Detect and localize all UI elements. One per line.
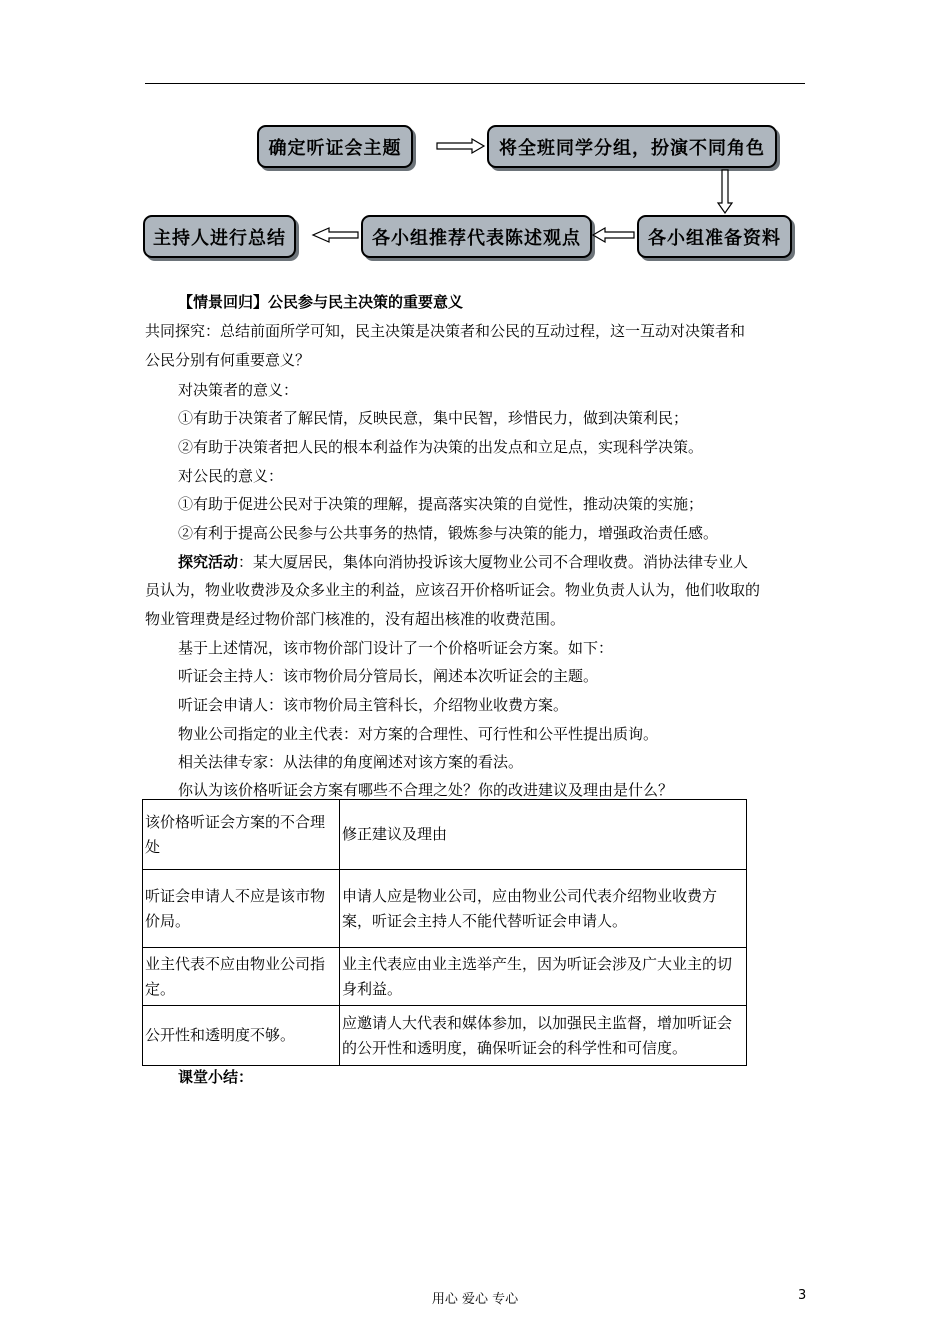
activity-label: 探究活动 [178,553,239,571]
role-host: 听证会主持人：该市物价局分管局长，阐述本次听证会的主题。 [178,667,599,685]
table-cell-fix: 业主代表应由业主选举产生，因为听证会涉及广大业主的切身利益。 [340,948,747,1006]
flow-step-topic: 确定听证会主题 [257,125,413,168]
table-row [143,1006,747,1066]
flow-step-prepare: 各小组准备资料 [637,215,792,258]
decider-point: ②有助于决策者把人民的根本利益作为决策的出发点和立足点，实现科学决策。 [178,438,704,456]
explore-text: 共同探究：总结前面所学可知，民主决策是决策者和公民的互动过程，这一互动对决策者和 [145,322,746,340]
table-cell-problem: 听证会申请人不应是该市物价局。 [143,870,340,948]
table-cell-fix: 应邀请人大代表和媒体参加，以加强民主监督，增加听证会的公开性和透明度，确保听证会的科学性和可信度。 [340,1006,747,1066]
flow-step-summary: 主持人进行总结 [143,215,296,258]
arrow-left [593,228,634,242]
role-expert: 相关法律专家：从法律的角度阐述对该方案的看法。 [178,753,524,771]
table-header-problem: 该价格听证会方案的不合理处 [143,800,340,870]
flow-step-grouping: 将全班同学分组，扮演不同角色 [487,125,777,168]
arrow-down [718,170,732,213]
decider-point: ①有助于决策者了解民情，反映民意，集中民智，珍惜民力，做到决策利民； [178,409,689,427]
activity-text: 物业管理费是经过物价部门核准的，没有超出核准的收费范围。 [145,610,566,628]
citizen-title: 对公民的意义： [178,467,284,485]
table-row [143,870,747,948]
decider-title: 对决策者的意义： [178,381,299,399]
table-cell-problem: 业主代表不应由物业公司指定。 [143,948,340,1006]
table-header-row [143,800,747,870]
flow-arrows [0,0,950,300]
citizen-point: ①有助于促进公民对于决策的理解，提高落实决策的自觉性，推动决策的实施； [178,495,704,513]
explore-text: 公民分别有何重要意义？ [145,351,311,369]
question: 你认为该价格听证会方案有哪些不合理之处？你的改进建议及理由是什么？ [178,781,674,799]
flow-step-present: 各小组推荐代表陈述观点 [361,215,592,258]
plan-intro: 基于上述情况，该市物价部门设计了一个价格听证会方案。如下： [178,639,614,657]
arrow-left [313,228,358,242]
citizen-point: ②有利于提高公民参与公共事务的热情，锻炼参与决策的能力，增强政治责任感。 [178,524,719,542]
table-cell-problem: 公开性和透明度不够。 [143,1006,340,1066]
section-heading: 【情景回归】公民参与民主决策的重要意义 [178,293,464,311]
role-applicant: 听证会申请人：该市物价局主管科长，介绍物业收费方案。 [178,696,569,714]
hearing-table [142,799,747,1066]
activity-text: 探究活动：某大厦居民，集体向消协投诉该大厦物业公司不合理收费。消协法律专业人 [178,553,749,571]
table-cell-fix: 申请人应是物业公司，应由物业公司代表介绍物业收费方案，听证会主持人不能代替听证会申请人。 [340,870,747,948]
role-owner: 物业公司指定的业主代表：对方案的合理性、可行性和公平性提出质询。 [178,725,659,743]
table-header-fix: 修正建议及理由 [340,800,747,870]
arrow-right [437,139,484,153]
footer-text: 用心 爱心 专心 [431,1292,519,1307]
summary-label: 课堂小结： [178,1068,254,1086]
activity-text: 员认为，物业收费涉及众多业主的利益，应该召开价格听证会。物业负责人认为，他们收取的 [145,581,761,599]
table-row [143,948,747,1006]
page-number: 3 [798,1288,807,1303]
